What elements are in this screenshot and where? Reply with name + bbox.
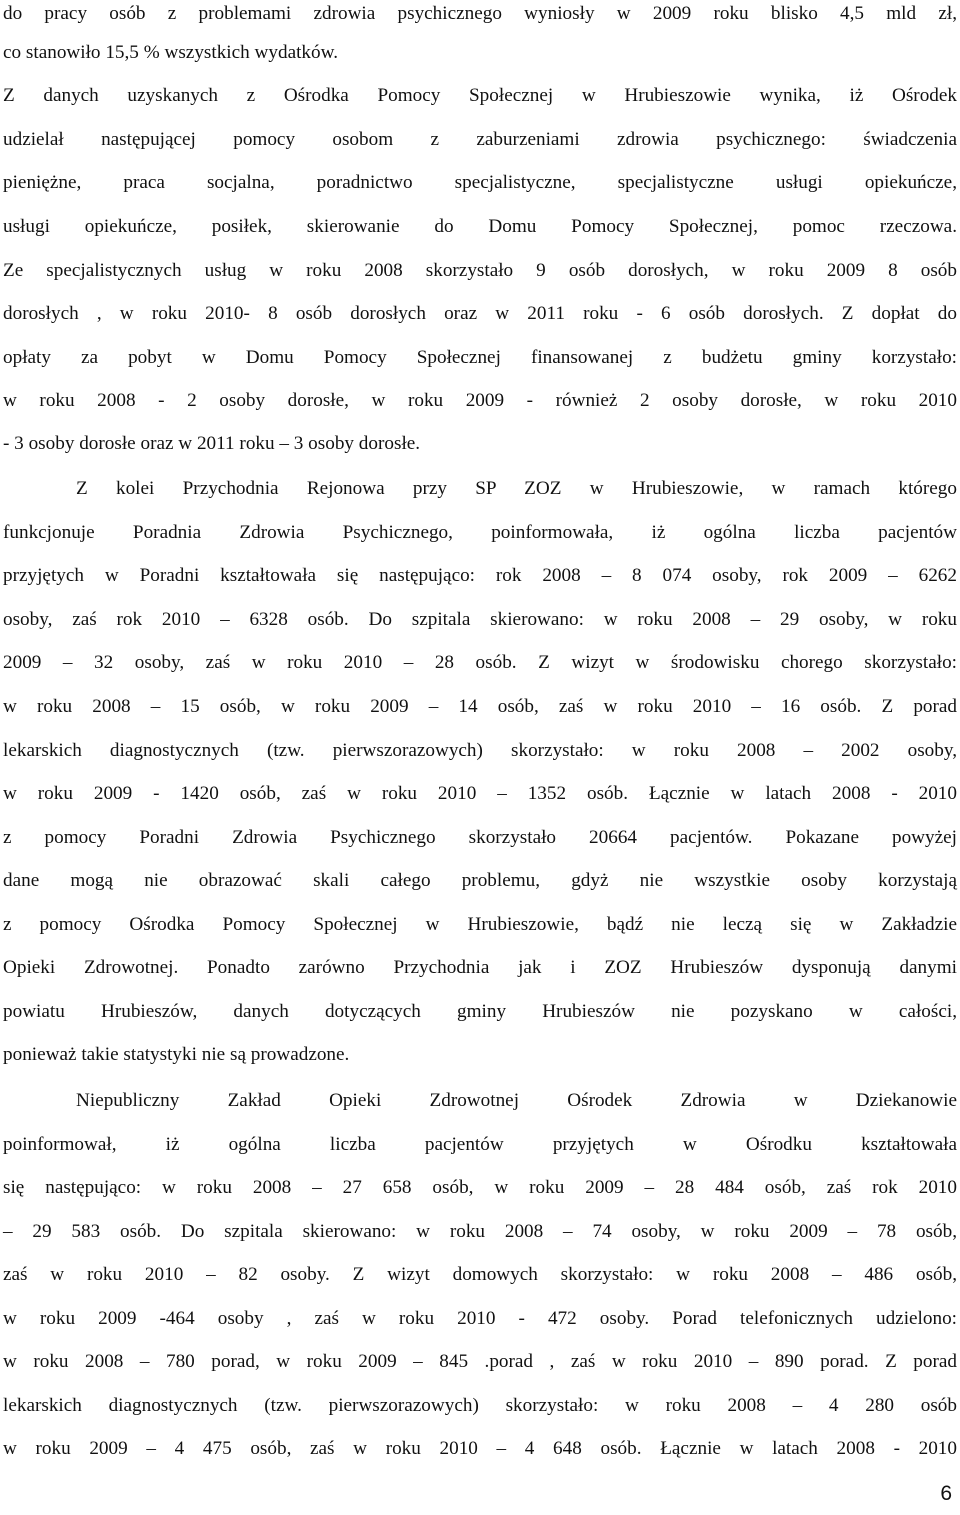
text-line: powiatu Hrubieszów, danych dotyczących gminy Hrubieszów nie pozyskano w całości,: [3, 1001, 957, 1022]
page-number: 6: [940, 1482, 952, 1505]
text-line: lekarskich diagnostycznych (tzw. pierwszorazowych) skorzystało: w roku 2008 – 2002 osoby,: [3, 740, 957, 761]
text-line: w roku 2008 - 2 osoby dorosłe, w roku 2009 - również 2 osoby dorosłe, w roku 2010: [3, 390, 957, 411]
text-line: w roku 2009 – 4 475 osób, zaś w roku 2010 – 4 648 osób. Łącznie w latach 2008 - 2010: [3, 1438, 957, 1459]
text-line: przyjętych w Poradni kształtowała się następująco: rok 2008 – 8 074 osoby, rok 2009 – 6262: [3, 565, 957, 586]
text-line: dane mogą nie obrazować skali całego problemu, gdyż nie wszystkie osoby korzystają: [3, 870, 957, 891]
text-line: pieniężne, praca socjalna, poradnictwo specjalistyczne, specjalistyczne usługi opiekuńcze,: [3, 172, 957, 193]
text-line: do pracy osób z problemami zdrowia psychicznego wyniosły w 2009 roku blisko 4,5 mld zł,: [3, 3, 957, 24]
text-line: 2009 – 32 osoby, zaś w roku 2010 – 28 osób. Z wizyt w środowisku chorego skorzystało:: [3, 652, 957, 673]
text-line: – 29 583 osób. Do szpitala skierowano: w roku 2008 – 74 osoby, w roku 2009 – 78 osób,: [3, 1221, 957, 1242]
text-line: z pomocy Ośrodka Pomocy Społecznej w Hrubieszowie, bądź nie leczą się w Zakładzie: [3, 914, 957, 935]
paragraph-first-line: Z kolei Przychodnia Rejonowa przy SP ZOZ w Hrubieszowie, w ramach którego: [76, 478, 957, 499]
text-line: usługi opiekuńcze, posiłek, skierowanie do Domu Pomocy Społecznej, pomoc rzeczowa.: [3, 216, 957, 237]
text-line: ponieważ takie statystyki nie są prowadzone.: [3, 1044, 350, 1065]
text-line: w roku 2008 – 15 osób, w roku 2009 – 14 osób, zaś w roku 2010 – 16 osób. Z porad: [3, 696, 957, 717]
text-line: się następująco: w roku 2008 – 27 658 osób, w roku 2009 – 28 484 osób, zaś rok 2010: [3, 1177, 957, 1198]
text-line: osoby, zaś rok 2010 – 6328 osób. Do szpitala skierowano: w roku 2008 – 29 osoby, w roku: [3, 609, 957, 630]
text-line: w roku 2008 – 780 porad, w roku 2009 – 845 .porad , zaś w roku 2010 – 890 porad. Z porad: [3, 1351, 957, 1372]
text-line: lekarskich diagnostycznych (tzw. pierwszorazowych) skorzystało: w roku 2008 – 4 280 osób: [3, 1395, 957, 1416]
text-line: w roku 2009 - 1420 osób, zaś w roku 2010 – 1352 osób. Łącznie w latach 2008 - 2010: [3, 783, 957, 804]
text-line: opłaty za pobyt w Domu Pomocy Społecznej finansowanej z budżetu gminy korzystało:: [3, 347, 957, 368]
text-line: z pomocy Poradni Zdrowia Psychicznego skorzystało 20664 pacjentów. Pokazane powyżej: [3, 827, 957, 848]
text-line: Ze specjalistycznych usług w roku 2008 skorzystało 9 osób dorosłych, w roku 2009 8 osób: [3, 260, 957, 281]
text-line: - 3 osoby dorosłe oraz w 2011 roku – 3 osoby dorosłe.: [3, 433, 421, 454]
text-line: funkcjonuje Poradnia Zdrowia Psychicznego, poinformowała, iż ogólna liczba pacjentów: [3, 522, 957, 543]
text-line: Z danych uzyskanych z Ośrodka Pomocy Społecznej w Hrubieszowie wynika, iż Ośrodek: [3, 85, 957, 106]
text-line: poinformował, iż ogólna liczba pacjentów przyjętych w Ośrodku kształtowała: [3, 1134, 957, 1155]
text-line: dorosłych , w roku 2010- 8 osób dorosłych oraz w 2011 roku - 6 osób dorosłych. Z dopłat do: [3, 303, 957, 324]
text-line: Opieki Zdrowotnej. Ponadto zarówno Przychodnia jak i ZOZ Hrubieszów dysponują danymi: [3, 957, 957, 978]
text-line: zaś w roku 2010 – 82 osoby. Z wizyt domowych skorzystało: w roku 2008 – 486 osób,: [3, 1264, 957, 1285]
paragraph-first-line: Niepubliczny Zakład Opieki Zdrowotnej Ośrodek Zdrowia w Dziekanowie: [76, 1090, 957, 1111]
text-line: co stanowiło 15,5 % wszystkich wydatków.: [3, 42, 339, 63]
text-line: udzielał następującej pomocy osobom z zaburzeniami zdrowia psychicznego: świadczenia: [3, 129, 957, 150]
text-line: w roku 2009 -464 osoby , zaś w roku 2010 - 472 osoby. Porad telefonicznych udzielono:: [3, 1308, 957, 1329]
